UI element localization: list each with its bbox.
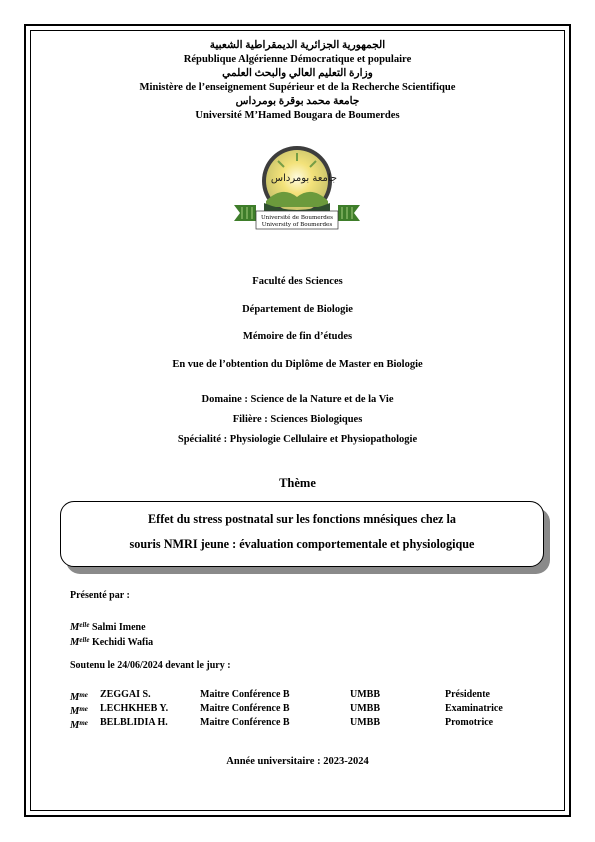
student-1-title-sup: elle: [79, 621, 90, 629]
jury-row: $M^{me}$ LECHKHEB Y. Maitre Conférence B UMBB Examinatrice: [70, 703, 503, 717]
university-arabic: جامعة محمد بوقرة بومرداس: [235, 96, 360, 107]
jury-name: ZEGGAI S.: [100, 689, 151, 700]
jury-institution: UMBB: [350, 689, 380, 700]
student-1: [70, 619, 146, 634]
university-of-boumerdes-logo: [234, 145, 360, 233]
memoir-type: Mémoire de fin d’études: [242, 331, 353, 342]
university-french: Université M’Hamed Bougara de Boumerdes: [195, 110, 400, 121]
student-2-name: Kechidi Wafia: [91, 637, 154, 648]
jury-grade: Maitre Conférence B: [200, 703, 290, 714]
theme-title-line-2: souris NMRI jeune : évaluation comportementale et physiologique: [129, 537, 475, 551]
student-2-title: M: [70, 637, 80, 648]
diploma-objective: En vue de l’obtention du Diplôme de Master en Biologie: [172, 359, 423, 370]
ministry-french: Ministère de l’enseignement Supérieur et de la Recherche Scientifique: [139, 82, 456, 93]
jury-row: $M^{me}$ BELBLIDIA H. Maitre Conférence B UMBB Promotrice: [70, 717, 494, 731]
jury-row: $M^{me}$ ZEGGAI S. Maitre Conférence B UMBB Présidente: [70, 689, 490, 703]
student-2: [70, 634, 153, 649]
jury-role: Examinatrice: [445, 703, 503, 714]
logo-arabic-text: جامعة بومرداس: [270, 173, 338, 184]
jury-role: Présidente: [445, 689, 490, 700]
republic-french: République Algérienne Démocratique et populaire: [183, 54, 412, 65]
theme-label: Thème: [279, 476, 316, 490]
jury-grade: Maitre Conférence B: [200, 717, 290, 728]
jury-grade: Maitre Conférence B: [200, 689, 290, 700]
theme-title-line-1: Effet du stress postnatal sur les fonctions mnésiques chez la: [148, 512, 456, 526]
domain-line: Domaine : Science de la Nature et de la Vie: [201, 394, 394, 405]
jury-role: Promotrice: [445, 717, 494, 728]
jury-name: LECHKHEB Y.: [100, 703, 169, 714]
department-name: Département de Biologie: [242, 304, 353, 315]
defense-label: Soutenu le 24/06/2024 devant le jury :: [70, 660, 231, 671]
student-1-title: M: [70, 622, 80, 633]
jury-institution: UMBB: [350, 717, 380, 728]
faculty-name: Faculté des Sciences: [252, 276, 343, 287]
jury-name: BELBLIDIA H.: [100, 717, 168, 728]
logo-english-text: University of Boumerdes: [261, 222, 333, 228]
presented-by-label: Présenté par :: [70, 590, 130, 601]
republic-arabic: الجمهورية الجزائرية الديمقراطية الشعبية: [209, 40, 386, 51]
field-line: Filière : Sciences Biologiques: [232, 414, 363, 425]
jury-institution: UMBB: [350, 703, 380, 714]
logo-french-text: Université de Boumerdes: [260, 215, 334, 221]
student-2-title-sup: elle: [79, 636, 90, 644]
theme-box: [60, 501, 544, 567]
student-1-name: Salmi Imene: [91, 622, 146, 633]
specialty-line: Spécialité : Physiologie Cellulaire et Physiopathologie: [177, 434, 418, 445]
ministry-arabic: وزارة التعليم العالي والبحث العلمي: [222, 68, 373, 79]
academic-year: Année universitaire : 2023-2024: [226, 756, 369, 767]
